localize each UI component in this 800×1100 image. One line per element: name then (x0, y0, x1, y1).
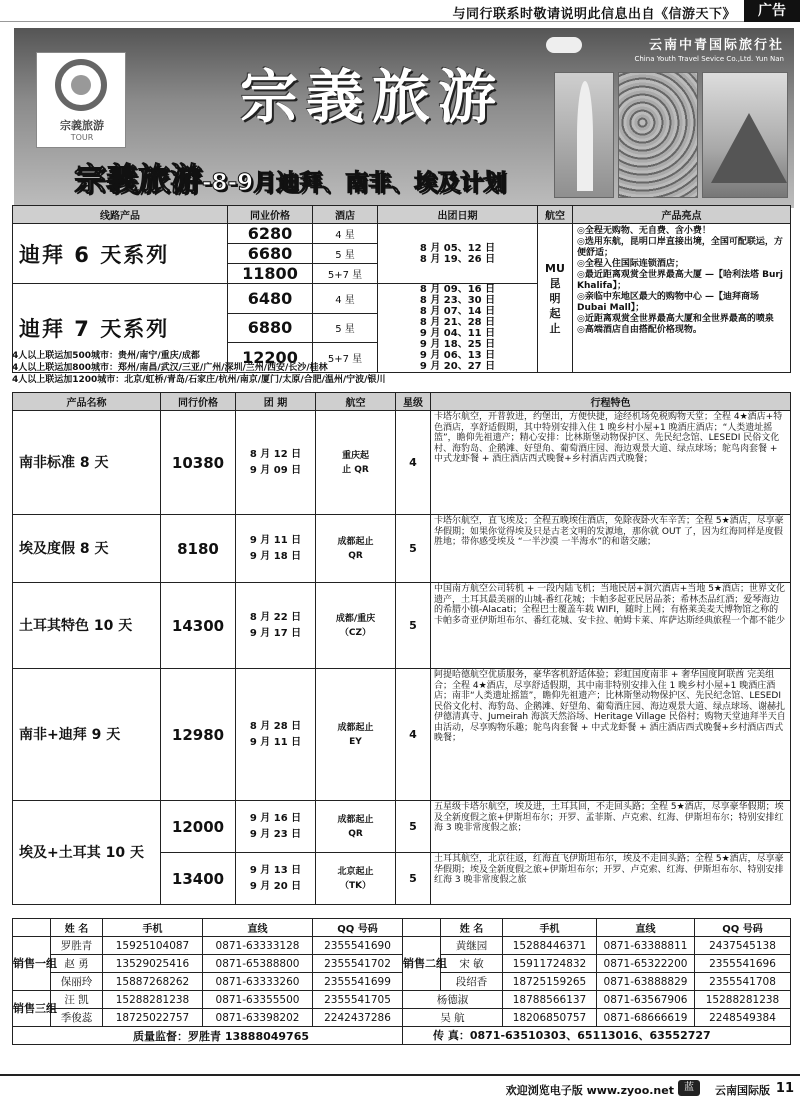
col-name: 姓 名 (441, 919, 503, 937)
product-name: 南非+迪拜 9 天 (13, 669, 161, 801)
product-row (13, 411, 791, 515)
contact-name: 杨德淑 (403, 991, 503, 1009)
contact-mobile: 15288446371 (503, 937, 597, 955)
product-air (316, 583, 396, 669)
date: 9 月 23 日 (249, 828, 302, 840)
col-hotel: 酒店 (313, 206, 378, 224)
col-price: 同业价格 (228, 206, 313, 224)
col-phone: 直线 (597, 919, 695, 937)
price: 6280 (228, 224, 313, 244)
col-features: 行程特色 (431, 393, 791, 411)
product-name: 埃及度假 8 天 (13, 515, 161, 583)
product-dates (236, 853, 316, 905)
product-price: 12000 (161, 801, 236, 853)
col-dates: 团 期 (236, 393, 316, 411)
date: 9 月 16 日 (249, 812, 302, 824)
contact-row (13, 937, 791, 955)
route-dubai-7: 迪拜 7 天系列 (13, 284, 228, 373)
date: 9 月 18 日 (249, 550, 302, 562)
col-star: 星级 (396, 393, 431, 411)
product-price: 14300 (161, 583, 236, 669)
price: 6680 (228, 244, 313, 264)
air-line: （TK） (339, 880, 372, 891)
contact-mobile: 15887268262 (103, 973, 203, 991)
product-star: 4 (396, 669, 431, 801)
air-line: 北京起止 (337, 866, 374, 877)
contact-phone: 0871-63567906 (597, 991, 695, 1009)
contact-qq: 2355541696 (695, 955, 791, 973)
contact-mobile: 18725159265 (503, 973, 597, 991)
col-air: 航空 (316, 393, 396, 411)
contact-qq: 2248549384 (695, 1009, 791, 1027)
product-feature: 五星级卡塔尔航空，埃及进，土耳其回，不走回头路；全程 5★酒店，尽享豪华假期；埃及全新度假之旅+伊斯坦布尔；开罗、孟菲斯、卢克索、红海、伊斯坦布尔；特别安排红海 3 晚非常度假之旅； (431, 801, 791, 853)
air-char: 止 (549, 321, 561, 335)
lan-badge: 蓝 (678, 1080, 700, 1096)
products-table-header (13, 393, 791, 411)
product-price: 12980 (161, 669, 236, 801)
contact-name: 保丽玲 (51, 973, 103, 991)
product-row (13, 583, 791, 669)
quality-row (13, 1027, 791, 1045)
contact-phone: 0871-63888829 (597, 973, 695, 991)
dubai-table-header (13, 206, 791, 224)
price: 6480 (228, 284, 313, 314)
air-line: 成都起止 (337, 536, 374, 547)
date: 8 月 12 日 (249, 448, 302, 460)
air-line: QR (348, 550, 363, 561)
product-star: 5 (396, 515, 431, 583)
contact-qq: 2355541690 (313, 937, 403, 955)
date: 9 月 11 日 (249, 534, 302, 546)
contact-name: 赵 勇 (51, 955, 103, 973)
product-feature: 卡塔尔航空，开普敦进，约堡出，方便快捷，途经机场免税购物天堂；全程 4★酒店+特色酒店，享舒适假期，其中特别安排入住 1 晚乡村小屋+1 晚酒庄酒店；“人类遗址摇篮”，瞻仰先祖遗产；精心安排：比林斯堡动物保护区、先民纪念馆、LESEDI 民俗文化村、海豹岛、企鹅滩、好望角、葡萄酒庄园、海边观景大道、绿点球场；鸵鸟肉套餐 + 中式龙虾餐 + 酒庄酒店西式晚餐+乡村酒店西式晚餐； (431, 411, 791, 515)
date: 9 月 11 日 (249, 736, 302, 748)
contact-mobile: 15925104087 (103, 937, 203, 955)
group-label: 销售一组 (13, 937, 51, 991)
product-star: 5 (396, 583, 431, 669)
product-feature: 中国南方航空公司转机 + 一段内陆飞机；当地民居+洞穴酒店+当地 5★酒店；世界文化遗产，土耳其最美丽的山城-番红花城；卡帕多起亚民居品茶；希林杰品红酒；爱琴海边的希腊小镇-Alacati；全程巴士覆盖车载 WIFI，随时上网；有格莱美麦天博物馆之称的卡帕多奇亚伊斯坦布尔、番红花城、安卡拉、帕姆卡莱、库萨达斯经典旅程一个都不能少 (431, 583, 791, 669)
price: 12200 (228, 343, 313, 373)
contact-name: 汪 凯 (51, 991, 103, 1009)
highlight: ◎全程入住国际连锁酒店； (577, 259, 684, 269)
col-mobile: 手机 (103, 919, 203, 937)
contact-mobile: 13529025416 (103, 955, 203, 973)
product-dates (236, 411, 316, 515)
air-char: 昆 (549, 276, 561, 290)
contact-phone: 0871-63388811 (597, 937, 695, 955)
date: 9 月 18、25 日 (419, 339, 496, 350)
highlight: ◎全程无购物、无自费、含小费！ (577, 226, 711, 236)
products-table (12, 392, 791, 905)
agency-logo-icon (546, 37, 582, 53)
source-notice: 与同行联系时敬请说明此信息出自《信游天下》 (452, 7, 736, 22)
hotel-star: 5 星 (313, 244, 378, 264)
ad-tag: 广告 (744, 0, 800, 22)
col-dates: 出团日期 (378, 206, 538, 224)
contacts-header (13, 919, 791, 937)
contact-qq: 15288281238 (695, 991, 791, 1009)
col-name: 姓 名 (51, 919, 103, 937)
agency-name-en: China Youth Travel Sevice Co.,Ltd. Yun Nan (634, 55, 784, 63)
contact-name: 季俊蕊 (51, 1009, 103, 1027)
date: 9 月 09 日 (249, 464, 302, 476)
date: 8 月 05、12 日 (419, 242, 496, 254)
contacts-table (12, 918, 791, 1045)
contact-phone: 0871-65388800 (203, 955, 313, 973)
page-footer (0, 1074, 800, 1100)
header-banner (14, 28, 794, 208)
contact-name: 黄继园 (441, 937, 503, 955)
date: 9 月 20、27 日 (419, 361, 496, 372)
surcharge-line: 4人以上联运加1200城市：北京/虹桥/青岛/石家庄/杭州/南京/厦门/太原/合肥/温州/宁波/银川 (12, 375, 386, 385)
product-name: 土耳其特色 10 天 (13, 583, 161, 669)
dates-dubai-6 (378, 224, 538, 284)
col-route: 线路产品 (13, 206, 228, 224)
col-phone: 直线 (203, 919, 313, 937)
date: 8 月 09、16 日 (419, 284, 496, 295)
date: 8 月 28 日 (249, 720, 302, 732)
date: 9 月 04、11 日 (419, 328, 496, 339)
air-line: 成都/重庆 (335, 613, 376, 624)
contact-name: 宋 敏 (441, 955, 503, 973)
contact-mobile: 15288281238 (103, 991, 203, 1009)
group-label: 销售三组 (13, 991, 51, 1027)
hotel-star: 4 星 (313, 284, 378, 314)
surcharge-line: 4人以上联运加500城市：贵州/南宁/重庆/成都 (12, 351, 200, 361)
logo-ring-icon (55, 59, 107, 111)
product-star: 4 (396, 411, 431, 515)
contact-phone: 0871-63398202 (203, 1009, 313, 1027)
contact-row (13, 1009, 791, 1027)
hotel-star: 5+7 星 (313, 264, 378, 284)
product-dates (236, 801, 316, 853)
product-dates (236, 583, 316, 669)
air-line: （CZ） (339, 627, 372, 638)
date: 9 月 06、13 日 (419, 350, 496, 361)
highlight: ◎高端酒店自由搭配价格现物。 (577, 325, 702, 335)
contact-mobile: 18788566137 (503, 991, 597, 1009)
contact-name: 罗胜青 (51, 937, 103, 955)
date: 8 月 07、14 日 (419, 306, 496, 317)
air-line: 止 QR (342, 464, 369, 475)
price: 6880 (228, 313, 313, 343)
contact-mobile: 15911724832 (503, 955, 597, 973)
product-feature: 阿提哈德航空优质服务，豪华客机舒适体验；彩虹国度南非 + 奢华国度阿联酋 完美组合；全程 4★酒店，尽享舒适假期，其中南非特别安排入住 1 晚乡村小屋+1 晚酒庄酒店；南非“人类遗址摇篮”，瞻仰先祖遗产；比林斯堡动物保护区、先民纪念馆、LESEDI 民俗文化村、海豹岛、企鹅滩、好望角、葡萄酒庄园、海边观景大道、绿点球场、谢赫扎伊德清真寺、Jumeirah 海滨天然浴场、Heritage Village 民俗村；购物天堂迪拜半天自由活动，尽享购物乐趣；鸵鸟肉套餐 + 中式龙虾餐 + 酒庄酒店西式晚餐+乡村酒店西式晚餐； (431, 669, 791, 801)
page-number: 11 (775, 1081, 794, 1096)
contact-qq: 2355541699 (313, 973, 403, 991)
product-price: 10380 (161, 411, 236, 515)
date: 9 月 17 日 (249, 627, 302, 639)
air-char: MU (545, 261, 565, 275)
date: 8 月 23、30 日 (419, 295, 496, 306)
contact-phone: 0871-63333128 (203, 937, 313, 955)
headline-sub: -8-9月迪拜、南非、埃及计划 (202, 170, 507, 196)
headline (74, 154, 774, 204)
air-line: 成都起止 (337, 814, 374, 825)
col-highlights: 产品亮点 (573, 206, 791, 224)
contact-qq: 2355541702 (313, 955, 403, 973)
contact-phone: 0871-65322200 (597, 955, 695, 973)
brand-title: 宗義旅游 (240, 63, 505, 131)
surcharge-line: 4人以上联运加800城市：郑州/南昌/武汉/三亚/广州/深圳/兰州/西安/长沙/桂林 (12, 363, 328, 373)
air-line: EY (349, 736, 362, 747)
contact-row (13, 973, 791, 991)
date: 8 月 21、28 日 (419, 317, 496, 328)
product-air (316, 515, 396, 583)
col-mobile: 手机 (503, 919, 597, 937)
hotel-star: 4 星 (313, 224, 378, 244)
logo-text: 宗義旅游 (60, 119, 104, 132)
contact-phone: 0871-68666619 (597, 1009, 695, 1027)
date: 8 月 22 日 (249, 611, 302, 623)
product-air (316, 853, 396, 905)
hotel-star: 5 星 (313, 313, 378, 343)
air-line: QR (348, 828, 363, 839)
fax-numbers: 传 真：0871-63510303、65113016、63552727 (403, 1027, 791, 1045)
edition-label: 云南国际版 (715, 1084, 770, 1097)
website-link[interactable]: 欢迎浏览电子版 www.zyoo.net (505, 1084, 674, 1097)
product-feature: 土耳其航空，北京往返，红海直飞伊斯坦布尔，埃及不走回头路；全程 5★酒店，尽享豪华假期；埃及全新度假之旅+伊斯坦布尔；开罗、卢克索、红海、伊斯坦布尔、特别安排红海 3 晚非常度假之旅 (431, 853, 791, 905)
highlight: ◎亲临中东地区最大的购物中心 —【迪拜商场 Dubai Mall】； (577, 292, 759, 313)
product-air (316, 801, 396, 853)
col-qq: QQ 号码 (313, 919, 403, 937)
product-star: 5 (396, 853, 431, 905)
product-dates (236, 515, 316, 583)
contact-row (13, 955, 791, 973)
price: 11800 (228, 264, 313, 284)
highlight: ◎近距离观赏全世界最高大厦和全世界最高的喷泉 (577, 314, 774, 324)
contact-row (13, 991, 791, 1009)
product-row (13, 515, 791, 583)
product-name: 埃及+土耳其 10 天 (13, 801, 161, 905)
route-dubai-6: 迪拜 6 天系列 (13, 224, 228, 284)
product-star: 5 (396, 801, 431, 853)
col-qq: QQ 号码 (695, 919, 791, 937)
product-row (13, 669, 791, 801)
product-feature: 卡塔尔航空，直飞埃及；全程五晚埃住酒店，免除夜卧火车辛苦；全程 5★酒店，尽享豪华假期；如果你觉得埃及只是古老文明的发源地，那你就 OUT 了，因为红海同样是度假胜地；带你感受埃及 “一半沙漠 一半海水”的和谐交融； (431, 515, 791, 583)
contact-mobile: 18725022757 (103, 1009, 203, 1027)
contact-qq: 2437545138 (695, 937, 791, 955)
group-label: 销售二组 (403, 937, 441, 991)
air-line: 成都起止 (337, 722, 374, 733)
blank-header (13, 919, 51, 937)
product-price: 13400 (161, 853, 236, 905)
contact-qq: 2242437286 (313, 1009, 403, 1027)
contact-name: 吴 航 (403, 1009, 503, 1027)
agency-name-cn: 云南中青国际旅行社 (648, 38, 784, 53)
logo-sub: TOUR (70, 133, 94, 142)
brand-logo (36, 52, 126, 148)
product-price: 8180 (161, 515, 236, 583)
contact-phone: 0871-63333260 (203, 973, 313, 991)
date: 9 月 13 日 (249, 864, 302, 876)
contact-qq: 2355541708 (695, 973, 791, 991)
air-char: 明 (549, 291, 561, 305)
contact-mobile: 18206850757 (503, 1009, 597, 1027)
col-price: 同行价格 (161, 393, 236, 411)
blank-header (403, 919, 441, 937)
product-air (316, 669, 396, 801)
quality-supervisor: 质量监督：罗胜青 13888049765 (13, 1027, 403, 1045)
product-row (13, 801, 791, 853)
air-char: 起 (549, 306, 561, 320)
product-name: 南非标准 8 天 (13, 411, 161, 515)
product-air (316, 411, 396, 515)
headline-brand: 宗義旅游 (74, 160, 203, 198)
contact-qq: 2355541705 (313, 991, 403, 1009)
air-line: 重庆起 (341, 450, 369, 461)
col-product: 产品名称 (13, 393, 161, 411)
dubai-table (12, 205, 791, 373)
product-dates (236, 669, 316, 801)
hotel-star: 5+7 星 (313, 343, 378, 373)
connection-surcharges (12, 350, 790, 386)
contact-name: 段绍香 (441, 973, 503, 991)
date: 8 月 19、26 日 (419, 253, 496, 265)
date: 9 月 20 日 (249, 880, 302, 892)
highlight: ◎选用东航，昆明口岸直接出境，全国可配联运，方便舒适； (577, 237, 783, 258)
top-notice-bar (0, 0, 800, 22)
contact-phone: 0871-63355500 (203, 991, 313, 1009)
highlight: ◎最近距离观赏全世界最高大厦 —【哈利法塔 Burj Khalifa】； (577, 270, 783, 291)
agency-info (634, 34, 784, 63)
col-air: 航空 (538, 206, 573, 224)
